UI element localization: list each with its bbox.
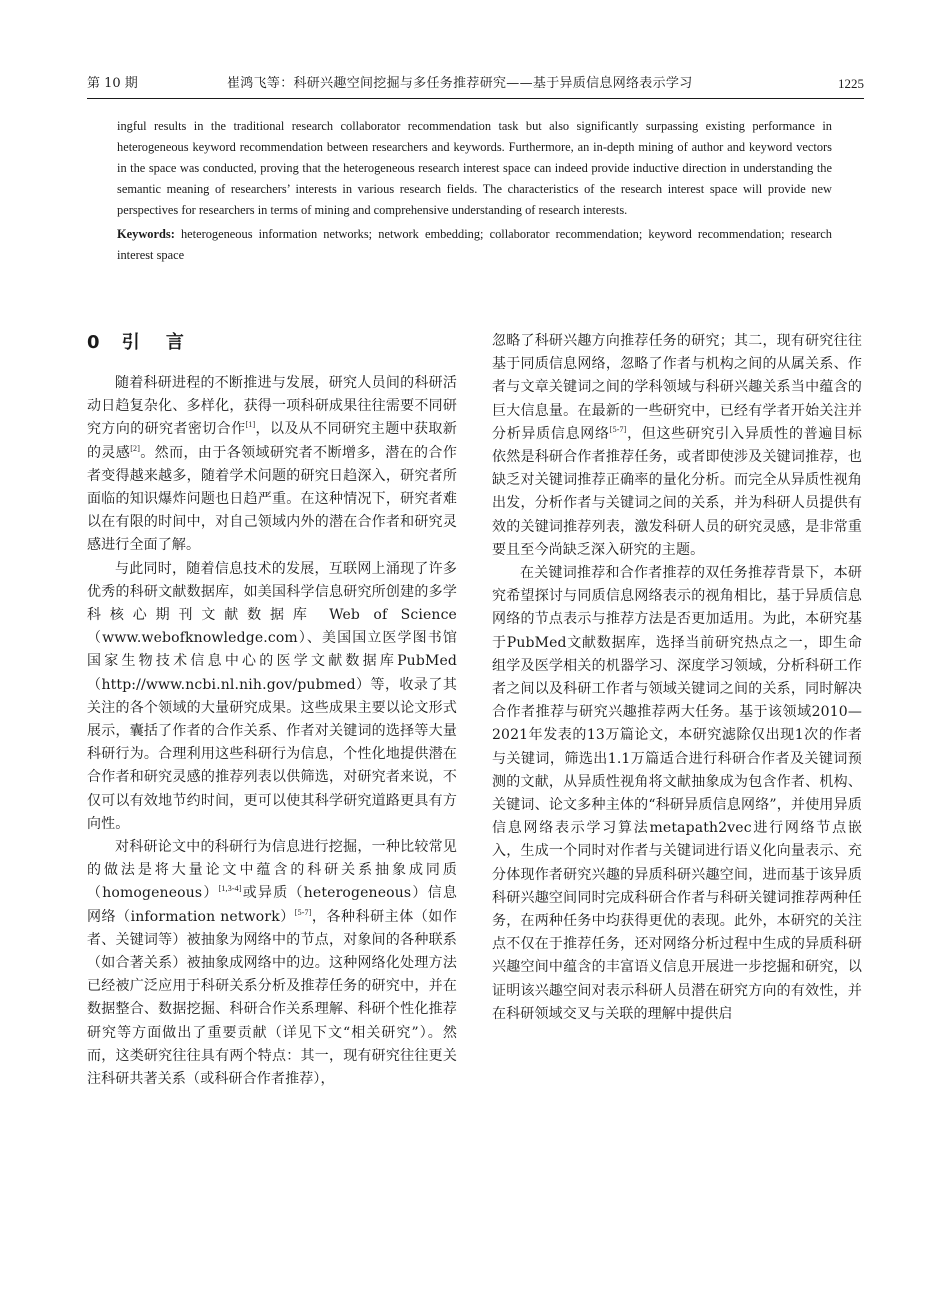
issue-number: 第 10 期 <box>87 76 138 91</box>
p3-text-b: 或异质（heterogeneous）信息网络（information network） <box>87 885 457 925</box>
citation-5-7: [5-7] <box>294 907 312 917</box>
p4-text-b: ，但这些研究引入异质性的普遍目标依然是科研合作者推荐任务，或者即使涉及关键词推荐，也缺乏对关键词推荐正确率的量化分析。而完全从异质性视角出发，分析作者与关键词之间的关系，并为科研人员提供有效的关键词推荐列表，激发科研人员的研究灵感，是非常重要且至今尚缺乏深入研究的主题。 <box>492 425 862 558</box>
paragraph-4: 在关键词推荐和合作者推荐的双任务推荐背景下，本研究希望探讨与同质信息网络表示的视角相比，基于异质信息网络的节点表示与推荐方法是否更加适用。为此，本研究基于PubMed文献数据库，选择当前研究热点之一，即生命组学及医学相关的机器学习、深度学习领域，分析科研工作者之间以及科研工作者与领域关键词之间的关系，同时解决合作者推荐与研究兴趣推荐两大任务。基于该领域2010—2021年发表的13万篇论文，本研究滤除仅出现1次的作者与关键词，筛选出1.1万篇适合进行科研合作者及关键词预测的文献，从异质性视角将文献抽象成为包含作者、机构、关键词、论文多种主体的“科研异质信息网络”，并使用异质信息网络表示学习算法metapath2vec进行网络节点嵌入，生成一个同时对作者与关键词进行语义化向量表示、充分体现作者研究兴趣的异质科研兴趣空间，进而基于该异质科研兴趣空间同时完成科研合作者与科研关键词推荐两种任务，在两种任务中均获得更优的表现。此外，本研究的关注点不仅在于推荐任务，还对网络分析过程中生成的异质科研兴趣空间中蕴含的丰富语义信息开展进一步挖掘和研究，以证明该兴趣空间对表示科研人员潜在研究方向的有效性，并在科研领域交叉与关联的理解中提供启 <box>492 565 862 1022</box>
keywords-label: Keywords: <box>117 227 175 241</box>
left-column <box>87 328 457 1091</box>
citation-5-7-b: [5-7] <box>609 424 627 434</box>
p1-text-b: ，以及从不同研究主题中获取新的灵感 <box>87 421 457 461</box>
header-rule <box>87 98 864 99</box>
p3-text-a: 对科研论文中的科研行为信息进行挖掘，一种比较常见的做法是将大量论文中蕴含的科研关系抽象成同质（homogeneous） <box>87 839 457 902</box>
citation-1: [1] <box>245 420 256 430</box>
p3-text-c: ，各种科研主体（如作者、关键词等）被抽象为网络中的节点，对象间的各种联系（如合著关系）被抽象成网络中的边。这种网络化处理方法已经被广泛应用于科研关系分析及推荐任务的研究中，并在数据整合、数据挖掘、科研合作关系理解、科研个性化推荐研究等方面做出了重要贡献（详见下文“相关研究”）。然而，这类研究往往具有两个特点：其一，现有研究往往更关注科研共著关系（或科研合作者推荐）， <box>87 908 458 1088</box>
keywords-text: heterogeneous information networks; network embedding; collaborator recommendation; keyword recommendation; research interest space <box>117 227 832 262</box>
p1-text-a: 随着科研进程的不断推进与发展，研究人员间的科研活动日趋复杂化、多样化，获得一项科研成果往往需要不同研究方向的研究者密切合作 <box>87 375 457 438</box>
section-heading <box>87 328 457 364</box>
page-number: 1225 <box>838 76 864 91</box>
abstract-text: ingful results in the traditional research collaborator recommendation task but also significantly surpassing existing performance in heterogeneous keyword recommendation between researchers and keywords. Furthermore, an in-depth mining of author and keyword vectors in the space was conducted, proving that the heterogeneous research interest space can indeed provide inductive direction in understanding the semantic meaning of researchers’ interests in various research fields. The characteristics of the research interest space will provide new perspectives for researchers in terms of mining and comprehensive understanding of research interests. <box>117 119 832 217</box>
paragraph-2: 与此同时，随着信息技术的发展，互联网上涌现了许多优秀的科研文献数据库，如美国科学信息研究所创建的多学科核心期刊文献数据库 Web of Science（www.webofknowledge.com）、美国国立医学图书馆国家生物技术信息中心的医学文献数据库PubMed（http://www.ncbi.nl.nih.gov/pubmed）等，收录了其关注的各个领域的大量研究成果。这些成果主要以论文形式展示，囊括了作者的合作关系、作者对关键词的选择等大量科研行为。合理利用这些科研行为信息，个性化地提供潜在合作者和研究灵感的推荐列表以供筛选，对研究者来说，不仅可以有效地节约时间，更可以使其科学研究道路更具有方向性。 <box>87 560 457 832</box>
p4-text-a: 忽略了科研兴趣方向推荐任务的研究；其二，现有研究往往基于同质信息网络，忽略了作者与机构之间的从属关系、作者与文章关键词之间的学科领域与科研兴趣关系当中蕴含的巨大信息量。在最新的一些研究中，已经有学者开始关注并分析异质信息网络 <box>492 333 862 442</box>
running-title: 崔鸿飞等：科研兴趣空间挖掘与多任务推荐研究——基于异质信息网络表示学习 <box>227 76 693 91</box>
paragraph-3 <box>87 836 457 1091</box>
section-title-char-2: 言 <box>165 332 184 353</box>
citation-2: [2] <box>130 443 141 453</box>
right-column <box>492 330 862 1026</box>
section-number: 0 <box>87 332 100 353</box>
citation-1-3-4: [1,3-4] <box>218 884 242 894</box>
p1-text-c: 。然而，由于各领域研究者不断增多，潜在的合作者变得越来越多，随着学术问题的研究日趋深入，研究者所面临的知识爆炸问题也日趋严重。在这种情况下，研究者难以在有限的时间中，对自己领域内外的潜在合作者和研究灵感进行全面了解。 <box>87 444 457 554</box>
english-abstract <box>117 116 832 266</box>
paragraph-1 <box>87 372 457 558</box>
keywords-line <box>117 224 832 266</box>
running-header <box>87 74 864 96</box>
section-title-char-1: 引 <box>121 332 140 353</box>
paragraph-3-continued <box>492 330 862 562</box>
